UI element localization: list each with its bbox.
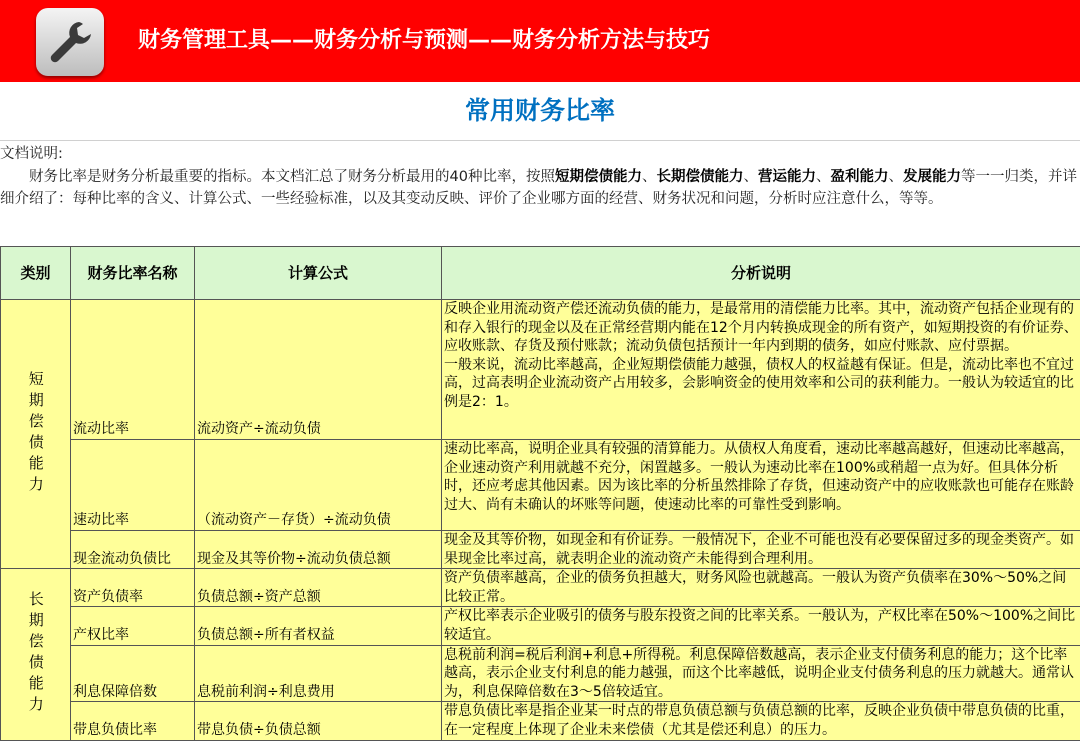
header-category: 类别 [1,247,71,300]
ratio-analysis[interactable]: 现金及其等价物，如现金和有价证券。一般情况下，企业不可能也没有必要保留过多的现金类资产。如果现金比率过高，就表明企业的流动资产未能得到合理利用。 [442,531,1080,569]
app-icon[interactable] [36,8,104,76]
table-row [1,300,1080,440]
table-row [1,531,1080,569]
description-outro: 等一一归类，并详细介绍了：每种比率的含义、计算公式、一些经验标准，以及其变动反映、评价了企业哪方面的经营、财务状况和问题，分析时应注意什么，等等。 [0,169,1077,208]
description-category: 营运能力 [758,169,816,185]
ratio-analysis[interactable] [442,300,1080,440]
ratio-table [0,246,1080,741]
document-description [0,143,1078,211]
table-row [1,607,1080,645]
ratio-formula[interactable]: 现金及其等价物÷流动负债总额 [195,531,442,569]
ratio-analysis[interactable]: 息税前利润=税后利润+利息+所得税。利息保障倍数越高，表示企业支付债务利息的能力；这个比率越高，表示企业支付利息的能力越强，而这个比率越低，说明企业支付债务利息的压力就越大。通常认为，利息保障倍数在3～5倍较适宜。 [442,645,1080,702]
table-row [1,440,1080,531]
header-formula: 计算公式 [195,247,442,300]
header-name: 财务比率名称 [71,247,195,300]
ratio-formula[interactable]: 流动资产÷流动负债 [195,300,442,440]
description-heading: 文档说明: [0,143,1078,166]
header-bar [0,0,1080,82]
ratio-name[interactable]: 速动比率 [71,440,195,531]
table-header-row [1,247,1080,300]
ratio-analysis[interactable]: 产权比率表示企业吸引的债务与股东投资之间的比率关系。一般认为，产权比率在50%～100%之间比较适宜。 [442,607,1080,645]
ratio-name[interactable]: 资产负债率 [71,569,195,607]
analysis-paragraph: 一般来说，流动比率越高，企业短期偿债能力越强，债权人的权益越有保证。但是，流动比率也不宜过高，过高表明企业流动资产占用较多，会影响资金的使用效率和公司的获利能力。一般认为较适宜的比例是2：1。 [444,356,1078,412]
header-analysis: 分析说明 [442,247,1080,300]
ratio-formula[interactable]: 带息负债÷负债总额 [195,702,442,740]
description-category: 短期偿债能力 [555,169,642,185]
analysis-paragraph: 反映企业用流动资产偿还流动负债的能力，是最常用的清偿能力比率。其中，流动资产包括企业现有的和存入银行的现金以及在正常经营期内能在12个月内转换成现金的所有资产，如短期投资的有价证券、应收账款、存货及预付账款；流动负债包括预计一年内到期的债务，如应付账款、应付票据。 [444,300,1078,356]
description-category: 长期偿债能力 [656,169,743,185]
description-body: 财务比率是财务分析最重要的指标。本文档汇总了财务分析最用的40种比率，按照短期偿债能力、长期偿债能力、营运能力、盈利能力、发展能力等一一归类，并详细介绍了：每种比率的含义、计算公式、一些经验标准，以及其变动反映、评价了企业哪方面的经营、财务状况和问题，分析时应注意什么，等等。 [0,166,1078,211]
table-row [1,702,1080,740]
ratio-name[interactable]: 产权比率 [71,607,195,645]
header-title: 财务管理工具——财务分析与预测——财务分析方法与技巧 [138,0,710,82]
description-category: 盈利能力 [830,169,888,185]
ratio-formula[interactable]: 息税前利润÷利息费用 [195,645,442,702]
description-category: 发展能力 [903,169,961,185]
category-cell: 长期偿债能力 [1,569,71,740]
ratio-analysis[interactable]: 带息负债比率是指企业某一时点的带息负债总额与负债总额的比率，反映企业负债中带息负债的比重，在一定程度上体现了企业未来偿债（尤其是偿还利息）的压力。 [442,702,1080,740]
ratio-name[interactable]: 利息保障倍数 [71,645,195,702]
table-row [1,645,1080,702]
title-divider [0,140,1080,141]
wrench-icon [46,18,94,66]
ratio-name[interactable]: 流动比率 [71,300,195,440]
ratio-name[interactable]: 现金流动负债比 [71,531,195,569]
description-intro: 财务比率是财务分析最重要的指标。本文档汇总了财务分析最用的40种比率，按照 [29,169,555,185]
ratio-analysis[interactable]: 资产负债率越高，企业的债务负担越大，财务风险也就越高。一般认为资产负债率在30%～50%之间比较正常。 [442,569,1080,607]
table-row [1,569,1080,607]
ratio-formula[interactable]: 负债总额÷所有者权益 [195,607,442,645]
ratio-formula[interactable]: 负债总额÷资产总额 [195,569,442,607]
category-cell: 短期偿债能力 [1,300,71,569]
ratio-formula[interactable]: （流动资产－存货）÷流动负债 [195,440,442,531]
ratio-name[interactable]: 带息负债比率 [71,702,195,740]
page-title: 常用财务比率 [0,82,1080,140]
ratio-analysis[interactable]: 速动比率高，说明企业具有较强的清算能力。从债权人角度看，速动比率越高越好，但速动比率越高，企业速动资产利用就越不充分，闲置越多。一般认为速动比率在100%或稍超一点为好。但具体分析时，还应考虑其他因素。因为该比率的分析虽然排除了存货，但速动资产中的应收账款也可能存在账龄过大、尚有未确认的坏账等问题，使速动比率的可靠性受到影响。 [442,440,1080,531]
